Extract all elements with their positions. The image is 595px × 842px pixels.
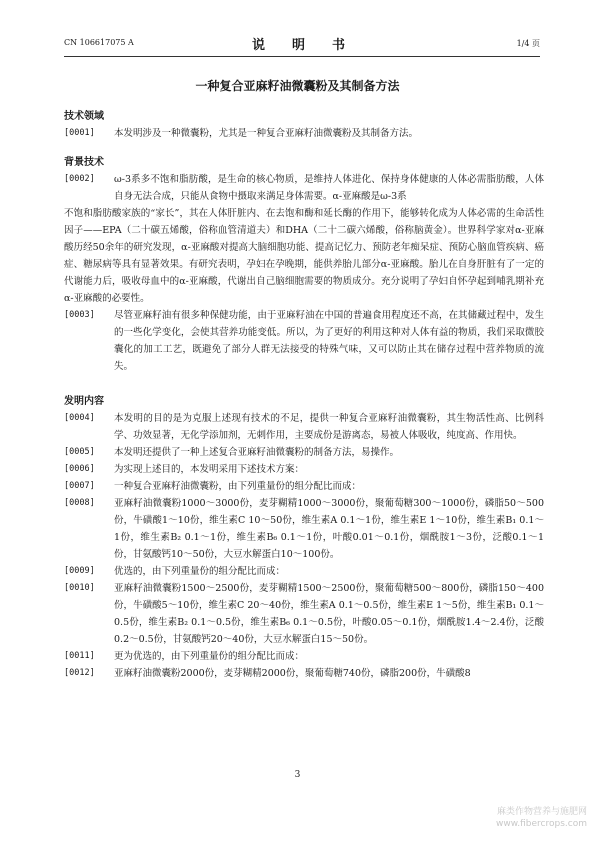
paragraph	[64, 648, 544, 665]
paragraph-number: [0012]	[64, 668, 95, 678]
paragraph-text: 更为优选的，由下列重量份的组分配比而成：	[114, 651, 305, 662]
watermark-title: 麻类作物营养与施肥网	[496, 807, 587, 817]
paragraph-text: 亚麻籽油微囊粉1000～3000份，麦芽糊精1000～3000份，聚葡萄糖300～1000份，磷脂50～500份，牛磺酸1～10份，维生素C 10～50份，维生素A 0.1～1份，维生素E 1～10份，维生素B₁ 0.1～1份，维生素B₂ 0.1～1份，维生素B₆ 0.1～1份，叶酸0.01～0.1份，烟酰胺1～3份，泛酸0.1～1份，甘氨酸钙10～50份，大豆水解蛋白10～100份。	[114, 498, 544, 560]
paragraph-number: [0007]	[64, 481, 95, 491]
document-body	[64, 108, 544, 682]
paragraph	[64, 171, 544, 205]
paragraph	[64, 461, 544, 478]
paragraph	[64, 410, 544, 444]
paragraph-number: [0008]	[64, 498, 95, 508]
paragraph-number: [0006]	[64, 464, 95, 474]
paragraph	[64, 580, 544, 648]
paragraph-number: [0001]	[64, 128, 95, 138]
paragraph-number: [0011]	[64, 651, 95, 661]
paragraph	[64, 307, 544, 375]
paragraph-text: 尽管亚麻籽油有很多种保健功能，由于亚麻籽油在中国的普遍食用程度还不高，在其储藏过程中，发生的一些化学变化，会使其营养功能变低。所以，为了更好的利用这种对人体有益的物质，我们采取微胶囊化的加工工艺，既避免了部分人群无法接受的特殊气味，又可以防止其在储存过程中营养物质的流失。	[114, 310, 544, 372]
paragraph-text: 本发明还提供了一种上述复合亚麻籽油微囊粉的制备方法，易操作。	[114, 447, 400, 458]
paragraph	[64, 665, 544, 682]
watermark-url: www.fibercrops.com	[496, 819, 587, 829]
paragraph-continuation: 不饱和脂肪酸家族的“家长”，其在人体肝脏内、在去饱和酶和延长酶的作用下，能够转化成为人体必需的生命活性因子——EPA（二十碳五烯酸，俗称血管清道夫）和DHA（二十二碳六烯酸，俗称脑黄金）。世界科学家对α-亚麻酸历经50余年的研究发现，α-亚麻酸对提高大脑细胞功能、提高记忆力、预防老年痴呆症、预防心脑血管疾病、癌症、糖尿病等具有显著效果。有研究表明，孕妇在孕晚期，能供养胎儿部分α-亚麻酸。胎儿在自身肝脏有了一定的代谢能力后，吸收母血中的α-亚麻酸，代谢出自己脑细胞需要的物质成分。充分说明了孕妇自怀孕起到哺乳期补充α-亚麻酸的必要性。	[64, 208, 544, 304]
section-heading-tech-field: 技术领域	[64, 111, 104, 122]
document-title: 一种复合亚麻籽油微囊粉及其制备方法	[195, 79, 400, 93]
paragraph-text: ω-3系多不饱和脂肪酸，是生命的核心物质，是维持人体进化、保持身体健康的人体必需脂肪酸，人体自身无法合成，只能从食物中摄取来满足身体需要。α-亚麻酸是ω-3系	[114, 174, 544, 202]
paragraph-text: 本发明涉及一种微囊粉，尤其是一种复合亚麻籽油微囊粉及其制备方法。	[114, 128, 419, 139]
paragraph	[64, 495, 544, 563]
header-rule	[64, 56, 540, 57]
patent-number: CN 106617075 A	[64, 38, 134, 47]
page-indicator: 1/4 页	[516, 39, 540, 48]
page-number: 3	[294, 770, 301, 780]
paragraph	[64, 444, 544, 461]
watermark	[496, 806, 587, 830]
paragraph-number: [0003]	[64, 310, 95, 320]
paragraph-text: 为实现上述目的，本发明采用下述技术方案：	[114, 464, 305, 475]
document-type: 说 明 书	[251, 38, 352, 53]
paragraph-text: 亚麻籽油微囊粉2000份，麦芽糊精2000份，聚葡萄糖740份，磷脂200份，牛磺酸8	[114, 668, 471, 679]
paragraph	[64, 563, 544, 580]
paragraph-number: [0005]	[64, 447, 95, 457]
paragraph	[64, 478, 544, 495]
paragraph-text: 亚麻籽油微囊粉1500～2500份，麦芽糊精1500～2500份，聚葡萄糖500～800份，磷脂150～400份，牛磺酸5～10份，维生素C 20～40份，维生素A 0.1～0.5份，维生素E 1～5份，维生素B₁ 0.1～0.5份，维生素B₂ 0.1～0.5份，维生素B₆ 0.1～0.5份，叶酸0.05～0.1份，烟酰胺1.4～2.4份，泛酸0.2～0.5份，甘氨酸钙20～40份，大豆水解蛋白15～50份。	[114, 583, 544, 645]
section-heading-summary: 发明内容	[64, 396, 104, 407]
paragraph-text: 本发明的目的是为克服上述现有技术的不足，提供一种复合亚麻籽油微囊粉，其生物活性高、比例科学、功效显著，无化学添加剂，无刺作用，主要成份是游离态，易被人体吸收，纯度高、作用快。	[114, 413, 544, 441]
paragraph-text: 一种复合亚麻籽油微囊粉，由下列重量份的组分配比而成：	[114, 481, 362, 492]
section-heading-background: 背景技术	[64, 157, 104, 168]
paragraph-number: [0010]	[64, 583, 95, 593]
paragraph-text: 优选的，由下列重量份的组分配比而成：	[114, 566, 286, 577]
page-header	[64, 34, 540, 53]
paragraph	[64, 125, 544, 142]
paragraph-number: [0002]	[64, 174, 95, 184]
paragraph-number: [0004]	[64, 413, 95, 423]
paragraph-number: [0009]	[64, 566, 95, 576]
